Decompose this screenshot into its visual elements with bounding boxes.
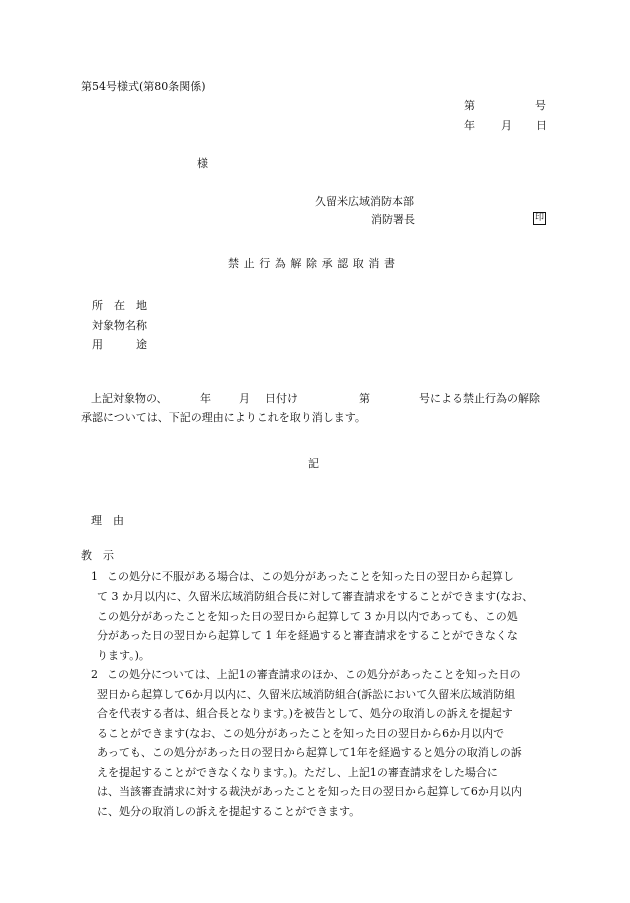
ki-heading: 記 bbox=[308, 457, 319, 470]
body-line1-dated: 日付け bbox=[265, 392, 298, 405]
date-year: 年 bbox=[464, 119, 475, 132]
note-1-line-5: ります。)。 bbox=[97, 649, 150, 662]
addressee-suffix: 様 bbox=[197, 157, 208, 170]
note-2-line-7: は、当該審査請求に対する裁決があったことを知った日の翌日から起算して6か月以内 bbox=[97, 785, 522, 798]
note-2-line-8: に、処分の取消しの訴えを提起することができます。 bbox=[97, 805, 361, 818]
document-title: 禁止行為解除承認取消書 bbox=[228, 257, 400, 270]
doc-number-dai: 第 bbox=[464, 99, 475, 112]
note-1-line-2: て 3 か月以内に、久留米広域消防組合長に対して審査請求をすることができます(なお、 bbox=[97, 590, 534, 603]
field-usage-label: 用 途 bbox=[92, 338, 147, 351]
body-line1-year: 年 bbox=[200, 392, 211, 405]
note-2-line-5: あっても、この処分があった日の翌日から起算して1年を経過すると処分の取消しの訴 bbox=[97, 746, 522, 759]
note-number: 2 bbox=[91, 668, 98, 681]
note-2-line-4: ることができます(なお、この処分があったことを知った日の翌日から6か月以内で bbox=[97, 727, 505, 740]
body-line1-a: 上記対象物の、 bbox=[91, 392, 168, 405]
note-1-line-4: 分があった日の翌日から起算して 1 年を経過すると審査請求をすることができなくな bbox=[97, 629, 518, 642]
doc-number-go: 号 bbox=[535, 99, 546, 112]
kyoji-label: 教 示 bbox=[81, 549, 114, 562]
body-line1-month: 月 bbox=[239, 392, 250, 405]
note-2-line-2: 翌日から起算して6か月以内に、久留米広域消防組合(訴訟において久留米広域消防組 bbox=[97, 688, 516, 701]
date-day: 日 bbox=[536, 119, 547, 132]
reason-label: 理 由 bbox=[91, 514, 124, 527]
field-object-name-label: 対象物名称 bbox=[92, 319, 147, 332]
body-line1-dai: 第 bbox=[359, 392, 370, 405]
note-number: 1 bbox=[91, 570, 98, 583]
note-1-line-3: この処分があったことを知った日の翌日から起算して 3 か月以内であっても、この処 bbox=[97, 610, 518, 623]
date-month: 月 bbox=[501, 119, 512, 132]
issuer-org: 久留米広域消防本部 bbox=[315, 195, 414, 208]
note-2-line-6: えを提起することができなくなります。)。ただし、上記1の審査請求をした場合に bbox=[97, 766, 498, 779]
field-location-label: 所 在 地 bbox=[92, 299, 147, 312]
note-2-line-1: この処分については、上記1の審査請求のほか、この処分があったことを知った日の bbox=[107, 668, 521, 681]
seal-mark: 印 bbox=[534, 213, 544, 223]
body-line1-end: 号による禁止行為の解除 bbox=[419, 392, 540, 405]
note-1-line-1: この処分に不服がある場合は、この処分があったことを知った日の翌日から起算し bbox=[107, 570, 514, 583]
form-number: 第54号様式(第80条関係) bbox=[81, 80, 206, 93]
note-2-line-3: 合を代表する者は、組合長となります。)を被告として、処分の取消しの訴えを提起す bbox=[97, 707, 513, 720]
body-line2: 承認については、下記の理由によりこれを取り消します。 bbox=[81, 411, 366, 424]
issuer-title: 消防署長 bbox=[371, 213, 415, 226]
